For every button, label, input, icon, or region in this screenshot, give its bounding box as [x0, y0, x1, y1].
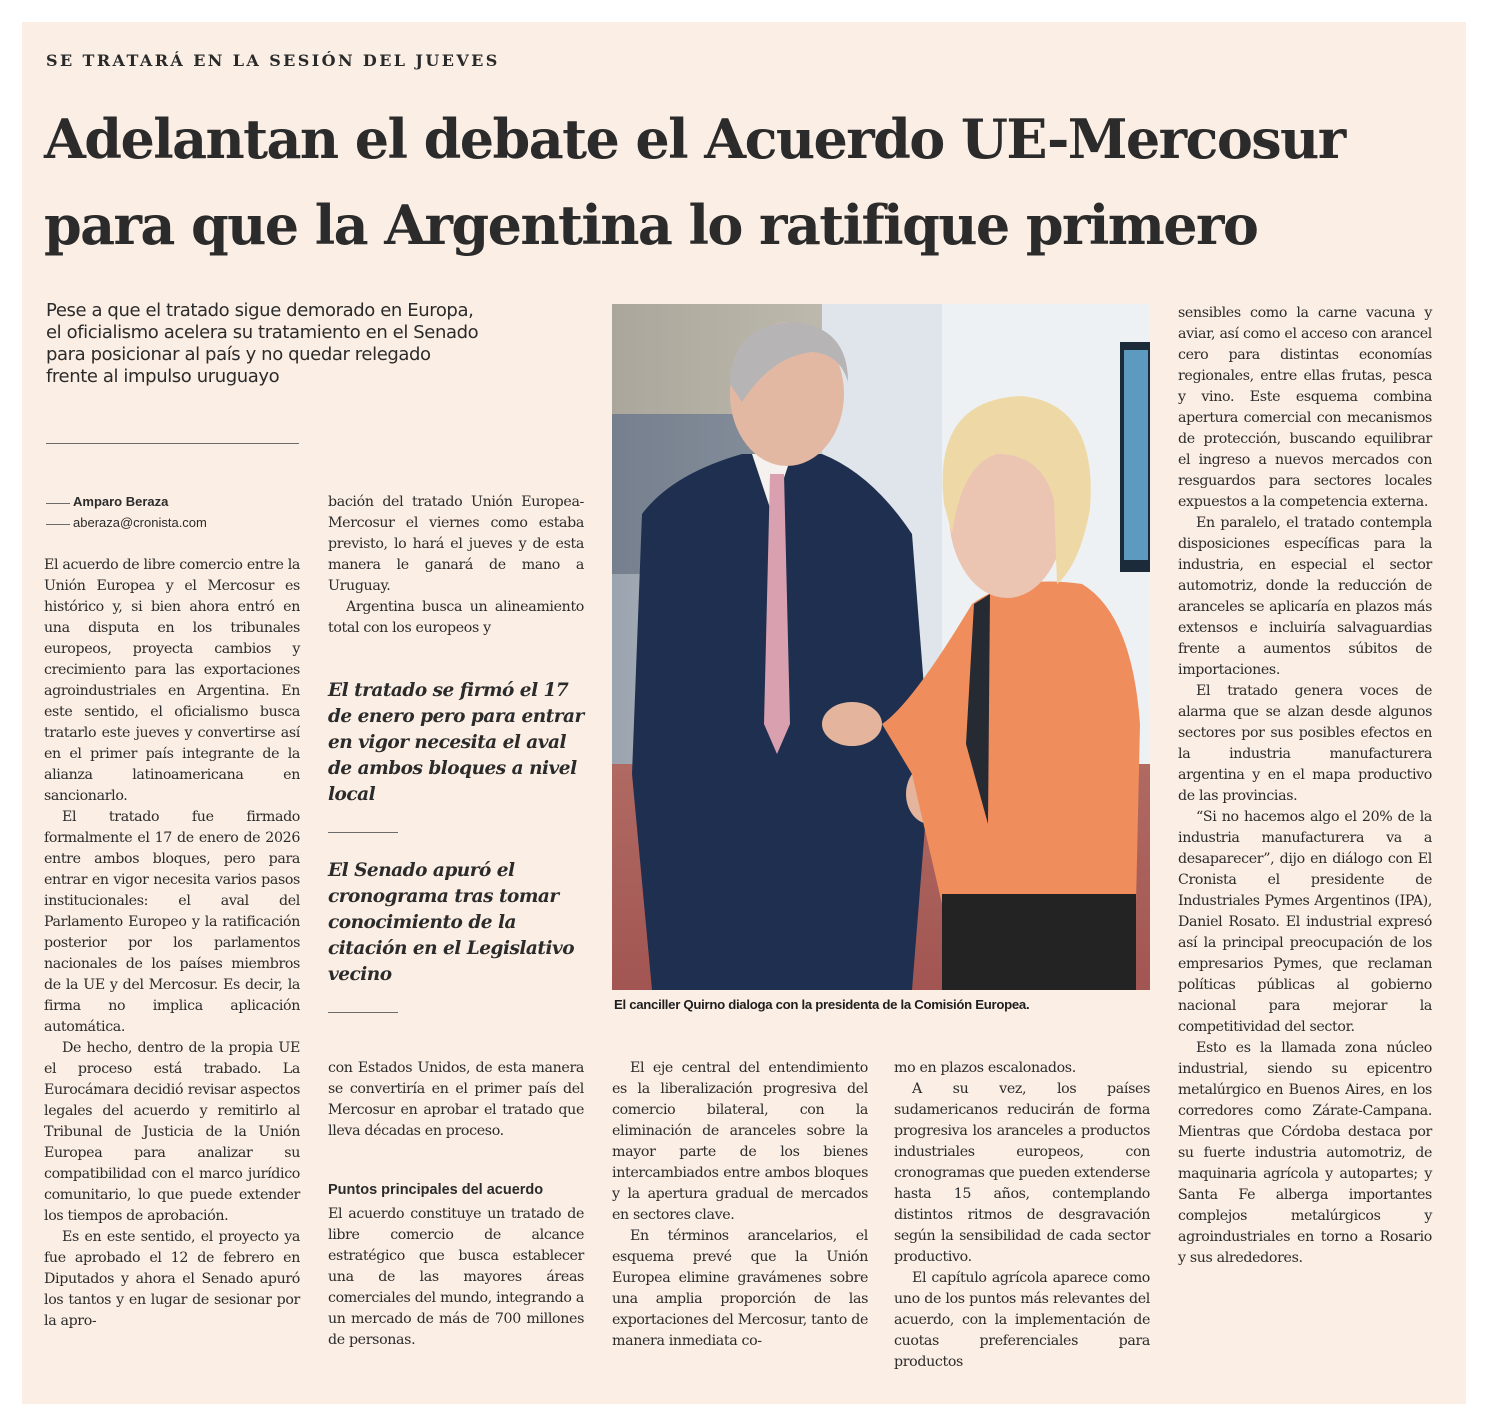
- paragraph: De hecho, dentro de la propia UE el proceso está trabado. La Eurocámara decidió revisar aspectos legales del acuerdo y remitirlo al Tribunal de Justicia de la Unión Europea para analizar su compatibilidad con el marco jurídico comunitario, lo que puede extender los tiempos de aprobación.: [44, 1040, 300, 1224]
- lede-line: Pese a que el tratado sigue demorado en Europa,: [46, 300, 474, 321]
- pull-quote: El tratado se firmó el 17 de enero pero para entrar en vigor necesita el aval de ambos bloques a nivel local: [328, 680, 584, 805]
- paragraph: Es en este sentido, el proyecto ya fue aprobado el 12 de febrero en Diputados y ahora el Senado apuró los tantos y en lugar de sesionar por la apro-: [44, 1229, 300, 1329]
- paragraph: El eje central del entendimiento es la liberalización progresiva del comercio bilateral, con la eliminación de aranceles sobre la mayor parte de los bienes intercambiados entre ambos bloques y la apertura gradual de mercados en sectores clave.: [612, 1060, 868, 1223]
- headline-line: Adelantan el debate el Acuerdo UE-Mercosur: [44, 107, 1345, 171]
- paragraph: En paralelo, el tratado contempla disposiciones específicas para la industria, en especial el sector automotriz, donde la reducción de aranceles se aplicaría en plazos más extensos e incluiría salvaguardias frente a aumentos súbitos de importaciones.: [1178, 515, 1432, 678]
- article-column-4: [894, 1058, 1150, 1373]
- byline-email[interactable]: aberaza@cronista.com: [73, 515, 207, 530]
- lede-divider: [46, 443, 299, 444]
- lede-line: frente al impulso uruguayo: [46, 366, 280, 387]
- lede: [46, 300, 586, 388]
- paragraph: bación del tratado Unión Europea-Mercosur el viernes como estaba previsto, lo hará el jueves y de esta manera le ganará de mano a Uruguay.: [328, 494, 584, 594]
- newspaper-page: [22, 22, 1466, 1404]
- pull-quote: El Senado apuró el cronograma tras tomar conocimiento de la citación en el Legislativo vecino: [328, 860, 575, 985]
- paragraph: mo en plazos escalonados.: [894, 1060, 1076, 1076]
- lede-line: para posicionar al país y no quedar relegado: [46, 344, 431, 365]
- article-column-5: [1178, 303, 1432, 1269]
- pull-quote-divider: [328, 1012, 398, 1013]
- headline-line: para que la Argentina lo ratifique primero: [44, 193, 1258, 257]
- paragraph: El tratado genera voces de alarma que se alzan desde algunos sectores por sus posibles efectos en la industria manufacturera argentina y en el mapa productivo de las provincias.: [1178, 683, 1432, 804]
- kicker: SE TRATARÁ EN LA SESIÓN DEL JUEVES: [46, 51, 500, 70]
- photo-caption: El canciller Quirno dialoga con la presidenta de la Comisión Europea.: [614, 997, 1030, 1012]
- news-photo: [612, 304, 1150, 990]
- article-column-2-bottom: [328, 1058, 584, 1142]
- paragraph: A su vez, los países sudamericanos reducirán de forma progresiva los aranceles a productos industriales europeos, con cronogramas que pueden extenderse hasta 15 años, contemplando distintos ritmos de desgravación según la sensibilidad de cada sector productivo.: [894, 1081, 1150, 1265]
- paragraph: El acuerdo constituye un tratado de libre comercio de alcance estratégico que busca establecer una de las mayores áreas comerciales del mundo, integrando a un mercado de más de 700 millones de personas.: [328, 1206, 584, 1348]
- paragraph: con Estados Unidos, de esta manera se convertiría en el primer país del Mercosur en aprobar el tratado que lleva décadas en proceso.: [328, 1060, 584, 1139]
- paragraph: Esto es la llamada zona núcleo industrial, siendo su epicentro metalúrgico en Buenos Aires, en los corredores como Zárate-Campana. Mientras que Córdoba destaca por su fuerte industria automotriz, de maquinaria agrícola y autopartes; y Santa Fe alberga importantes complejos metalúrgicos y agroindustriales en torno a Rosario y sus alrededores.: [1178, 1040, 1432, 1266]
- paragraph: El capítulo agrícola aparece como uno de los puntos más relevantes del acuerdo, con la implementación de cuotas preferenciales para productos: [894, 1270, 1150, 1370]
- paragraph: “Si no hacemos algo el 20% de la industria manufacturera va a desaparecer”, dijo en diálogo con El Cronista el presidente de Industriales Pymes Argentinos (IPA), Daniel Rosato. El industrial expresó así la principal preocupación de los empresarios Pymes, que reclaman políticas públicas al gobierno nacional para mejorar la competitividad del sector.: [1178, 809, 1432, 1035]
- article-column-2-top: [328, 492, 584, 639]
- lede-line: el oficialismo acelera su tratamiento en el Senado: [46, 322, 479, 343]
- handshake-photo-illustration: [612, 304, 1150, 990]
- pull-quote-divider: [328, 832, 398, 833]
- paragraph: Argentina busca un alineamiento total con los europeos y: [328, 599, 584, 636]
- article-column-1: [44, 555, 300, 1332]
- paragraph: En términos arancelarios, el esquema prevé que la Unión Europea elimine gravámenes sobre una amplia proporción de las exportaciones del Mercosur, tanto de manera inmediata co-: [612, 1228, 868, 1349]
- article-column-3: [612, 1058, 868, 1352]
- byline-name: Amparo Beraza: [73, 494, 169, 509]
- paragraph: El acuerdo de libre comercio entre la Unión Europea y el Mercosur es histórico y, si bien ahora entró en una disputa en los tribunales europeos, proyecta cambios y crecimiento para las exportaciones agroindustriales en Argentina. En este sentido, el oficialismo busca tratarlo este jueves y convertirse así en el primer país integrante de la alianza latinoamericana en sancionarlo.: [44, 557, 300, 804]
- byline-rule: [46, 503, 70, 504]
- paragraph: El tratado fue firmado formalmente el 17 de enero de 2026 entre ambos bloques, pero para entrar en vigor necesita varios pasos institucionales: el aval del Parlamento Europeo y la ratificación posterior por los parlamentos nacionales de los países miembros de la UE y del Mercosur. Es decir, la firma no implica aplicación automática.: [44, 809, 300, 1035]
- paragraph: sensibles como la carne vacuna y aviar, así como el acceso con arancel cero para distintas economías regionales, entre ellas frutas, pesca y vino. Este esquema combina apertura comercial con mecanismos de protección, buscando equilibrar el ingreso a nuevos mercados con resguardos para sectores locales expuestos a la competencia externa.: [1178, 305, 1432, 510]
- section-subhead: Puntos principales del acuerdo: [328, 1182, 544, 1198]
- headline: [44, 96, 1444, 268]
- article-column-2-bottom-cont: [328, 1204, 584, 1351]
- byline-rule: [46, 524, 70, 525]
